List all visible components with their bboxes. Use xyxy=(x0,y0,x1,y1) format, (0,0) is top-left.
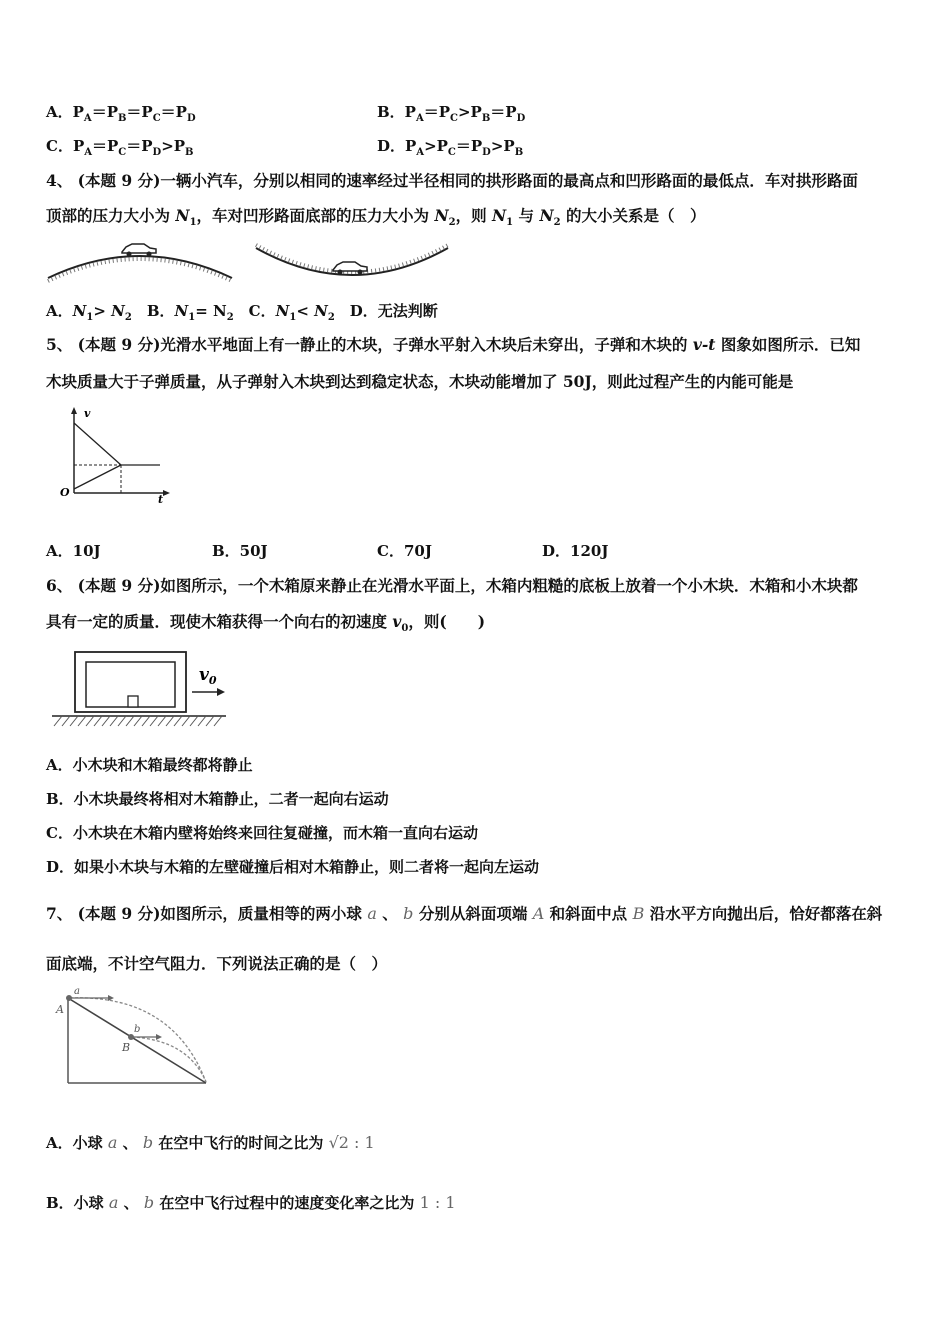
q7-stem-line1: 7、 (本题 9 分)如图所示，质量相等的两小球 a 、 b 分别从斜面项端 A 和斜面中点 B 沿水平方向抛出后，恰好都落在斜 xyxy=(46,904,883,923)
q5-option-b: B．50J xyxy=(212,542,268,560)
q5-stem-line1: 5、 (本题 9 分)光滑水平地面上有一静止的木块，子弹水平射入木块后未穿出，子弹和木块的 v-t 图象如图所示．已知 xyxy=(46,335,861,354)
q5-vt-graph xyxy=(56,405,186,505)
q6-box-figure xyxy=(50,648,240,738)
q5-option-c: C．70J xyxy=(377,542,432,560)
q6-option-c: C．小木块在木箱内壁将始终来回往复碰撞，而木箱一直向右运动 xyxy=(46,824,478,842)
q7-incline-figure xyxy=(52,986,222,1086)
q6-stem-line2: 具有一定的质量．现使木箱获得一个向右的初速度 $v_0$，则( ) xyxy=(46,612,486,635)
q7-stem-line2: 面底端，不计空气阻力．下列说法正确的是（ ） xyxy=(46,954,388,973)
label-b: b xyxy=(134,1024,141,1035)
ball-a xyxy=(66,995,72,1001)
small-block xyxy=(128,696,138,707)
q3-option-d: D．$P_A>P_C=P_D>P_B$ xyxy=(377,137,524,158)
q5-option-d: D．120J xyxy=(542,542,609,560)
q6-stem-line1: 6、 (本题 9 分)如图所示，一个木箱原来静止在光滑水平面上，木箱内粗糙的底板上放着一个小木块．木箱和小木块都 xyxy=(46,576,858,595)
q4-options: A．$N_1> N_2$ B．$N_1= N_2$ C．$N_1< N_2$ D．无法判断 xyxy=(46,302,438,323)
q7-option-b: B．小球 a 、 b 在空中飞行过程中的速度变化率之比为 1 : 1 xyxy=(46,1193,456,1212)
car-icon xyxy=(333,262,367,275)
q4-stem-line1: 4、 (本题 9 分)一辆小汽车，分别以相同的速率经过半径相同的拱形路面的最高点和凹形路面的最低点．车对拱形路面 xyxy=(46,171,858,190)
t-axis-label: t xyxy=(158,493,164,505)
q3-option-b: B．$P_A=P_C>P_B=P_D$ xyxy=(377,103,526,124)
arch-road xyxy=(48,256,232,278)
q5-option-a: A．10J xyxy=(46,542,101,560)
label-a: a xyxy=(74,986,80,997)
bullet-line xyxy=(74,423,121,465)
q4-road-figure xyxy=(44,238,464,288)
q3-option-a: A．$P_A=P_B=P_C=P_D$ xyxy=(46,103,196,124)
q7-option-a: A．小球 a 、 b 在空中飞行的时间之比为 √2 : 1 xyxy=(46,1133,375,1152)
v-axis-label: v xyxy=(84,407,91,420)
block-line xyxy=(74,465,121,489)
q6-option-b: B．小木块最终将相对木箱静止，二者一起向右运动 xyxy=(46,790,389,808)
q3-option-c: C．$P_A=P_C=P_D>P_B$ xyxy=(46,137,194,158)
label-A: A xyxy=(56,1003,64,1016)
v0-label: $v_0$ xyxy=(199,665,217,687)
q5-stem-line2: 木块质量大于子弹质量，从子弹射入木块到达到稳定状态，木块动能增加了 50J，则此过程产生的内能可能是 xyxy=(46,372,794,391)
q6-option-d: D．如果小木块与木箱的左壁碰撞后相对木箱静止，则二者将一起向左运动 xyxy=(46,858,540,876)
q4-stem-line2: 顶部的压力大小为 $N_1$，车对凹形路面底部的压力大小为 $N_2$，则 $N_1$ 与 $N_2$ 的大小关系是（ ） xyxy=(46,206,706,229)
q6-option-a: A．小木块和木箱最终都将静止 xyxy=(46,756,253,774)
origin-label: O xyxy=(60,486,70,499)
car-icon xyxy=(122,244,156,257)
incline xyxy=(68,998,206,1083)
label-B: B xyxy=(122,1041,131,1054)
